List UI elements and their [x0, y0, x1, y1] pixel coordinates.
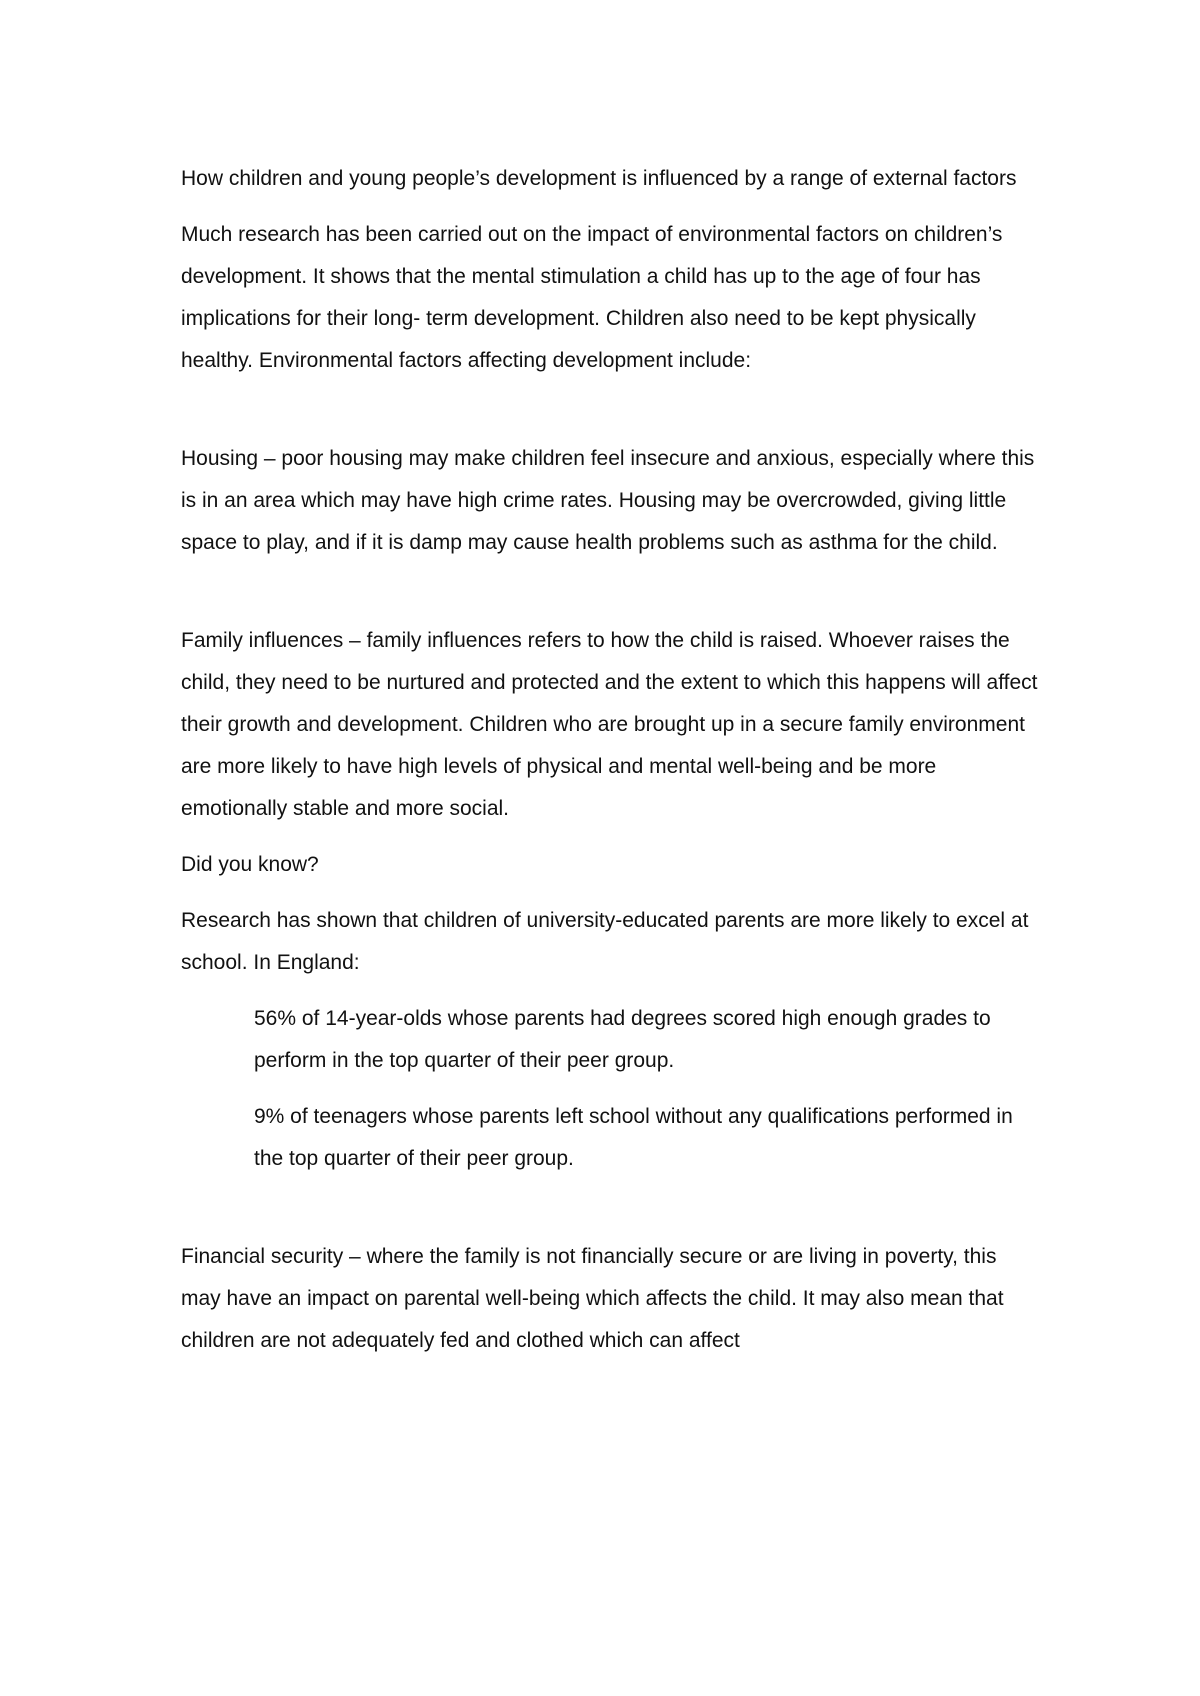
financial-paragraph: Financial security – where the family is not financially secure or are living in poverty, this may have an impact on parental well-being which affects the child. It may also mean that children are not adequately fed and clothed which can affect — [181, 1245, 1004, 1352]
family-paragraph: Family influences – family influences refers to how the child is raised. Whoever raises the child, they need to be nurtured and protected and the extent to which this happens will affect their growth and development. Children who are brought up in a secure family environment are more likely to have high levels of physical and mental well-being and be more emotionally stable and more social. — [181, 629, 1038, 820]
paragraph-gap — [181, 1194, 1041, 1236]
paragraph-gap — [181, 396, 1041, 438]
document-title: How children and young people’s development is influenced by a range of external factors — [181, 167, 1017, 190]
intro-paragraph: Much research has been carried out on the impact of environmental factors on children’s development. It shows that the mental stimulation a child has up to the age of four has implications for their long- term development. Children also need to be kept physically healthy. Environmental factors affecting development include: — [181, 223, 1003, 372]
document-page — [181, 158, 1041, 1376]
stat-item-2: 9% of teenagers whose parents left school without any qualifications performed in the top quarter of their peer group. — [254, 1105, 1013, 1170]
paragraph-gap — [181, 578, 1041, 620]
housing-paragraph: Housing – poor housing may make children feel insecure and anxious, especially where this is in an area which may have high crime rates. Housing may be overcrowded, giving little space to play, and if it is damp may cause health problems such as asthma for the child. — [181, 447, 1035, 554]
stat-item-1: 56% of 14-year-olds whose parents had degrees scored high enough grades to perform in the top quarter of their peer group. — [254, 1007, 991, 1072]
did-you-know-heading: Did you know? — [181, 853, 319, 876]
research-paragraph: Research has shown that children of university-educated parents are more likely to excel at school. In England: — [181, 909, 1029, 974]
